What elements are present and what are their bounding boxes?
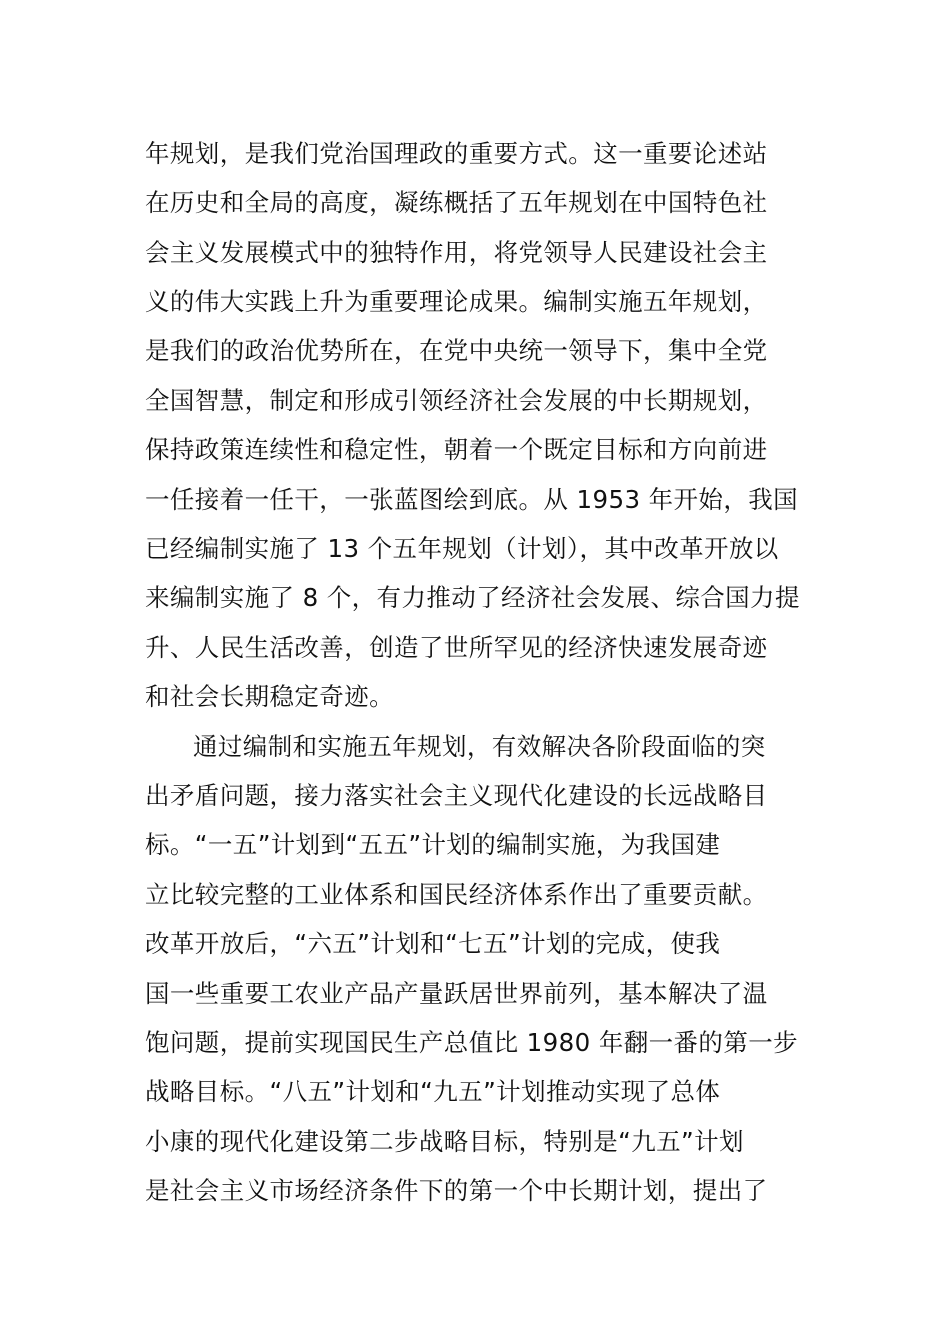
paragraph-line: 国一些重要工农业产品产量跃居世界前列，基本解决了温 bbox=[145, 979, 768, 1008]
paragraph-line: 一任接着一任干，一张蓝图绘到底。从 1953 年开始，我国 bbox=[145, 485, 799, 514]
paragraph-line: 小康的现代化建设第二步战略目标，特别是“九五”计划 bbox=[145, 1127, 744, 1156]
paragraph-line: 立比较完整的工业体系和国民经济体系作出了重要贡献。 bbox=[145, 880, 768, 909]
paragraph-line: 会主义发展模式中的独特作用，将党领导人民建设社会主 bbox=[145, 238, 768, 267]
paragraph-line: 是社会主义市场经济条件下的第一个中长期计划，提出了 bbox=[145, 1176, 768, 1205]
paragraph-line: 已经编制实施了 13 个五年规划（计划），其中改革开放以 bbox=[145, 534, 779, 563]
paragraph-line: 年规划，是我们党治国理政的重要方式。这一重要论述站 bbox=[145, 139, 768, 168]
paragraph-line: 饱问题，提前实现国民生产总值比 1980 年翻一番的第一步 bbox=[145, 1028, 799, 1057]
paragraph-line: 升、人民生活改善，创造了世所罕见的经济快速发展奇迹 bbox=[145, 633, 768, 662]
paragraph-line: 标。“一五”计划到“五五”计划的编制实施，为我国建 bbox=[145, 830, 721, 859]
paragraph-line: 义的伟大实践上升为重要理论成果。编制实施五年规划， bbox=[145, 287, 768, 316]
paragraph-line: 来编制实施了 8 个，有力推动了经济社会发展、综合国力提 bbox=[145, 583, 800, 612]
paragraph-line: 是我们的政治优势所在，在党中央统一领导下，集中全党 bbox=[145, 336, 768, 365]
paragraph-line: 保持政策连续性和稳定性，朝着一个既定目标和方向前进 bbox=[145, 435, 768, 464]
paragraph-line: 出矛盾问题，接力落实社会主义现代化建设的长远战略目 bbox=[145, 781, 768, 810]
paragraph-line: 通过编制和实施五年规划，有效解决各阶段面临的突 bbox=[193, 732, 766, 761]
paragraph-line: 战略目标。“八五”计划和“九五”计划推动实现了总体 bbox=[145, 1077, 721, 1106]
paragraph-line: 和社会长期稳定奇迹。 bbox=[145, 682, 394, 711]
paragraph-line: 全国智慧，制定和形成引领经济社会发展的中长期规划， bbox=[145, 386, 768, 415]
paragraph-line: 在历史和全局的高度，凝练概括了五年规划在中国特色社 bbox=[145, 188, 768, 217]
paragraph-line: 改革开放后，“六五”计划和“七五”计划的完成，使我 bbox=[145, 929, 721, 958]
